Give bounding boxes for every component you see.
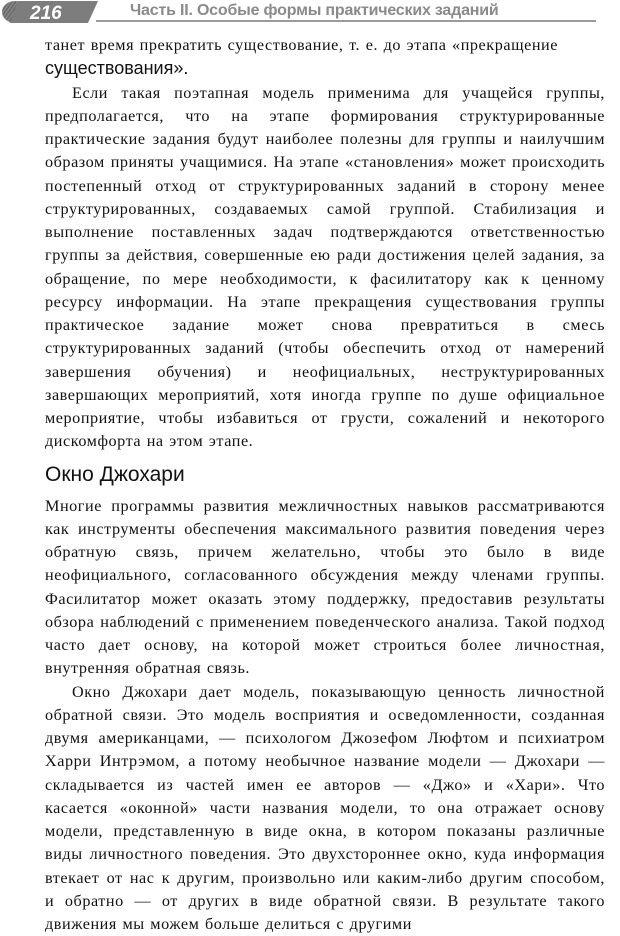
page-body [45,34,605,936]
page-header [0,0,620,24]
paragraph-johari: Окно Джохари дает модель, показывающую ценность личностной обратной связи. Это модель восприятия и осведомленности, созданная двумя американцами, — психологом Джозефом Люфтом и психиатром Харри Интрэмом, а потому необычное название модели — Джохари — складывается из частей имен ее авторов — «Джо» и «Хари». Что касается «оконной» части названия модели, то она отражает основу модели, представленную в виде окна, в котором показаны различные виды личностного поведения. Это двухстороннее окно, куда информация втекает от нас к другим, произвольно или каким-либо другим способом, и обратно — от других в виде обратной связи. В результате такого движения мы можем больше делиться с другими [45,681,605,936]
running-title: Часть II. Особые формы практических заданий [130,2,499,20]
page-number-badge [0,0,100,24]
page-number-badge-shape [0,0,100,24]
paragraph-continued-end: существования». [45,58,188,78]
paragraph-continued-text: танет время прекратить существование, т. е. до этапа «прекращение [45,36,558,54]
page-number: 216 [29,3,62,24]
header-rule [96,20,596,22]
section-heading: Окно Джохари [45,462,605,488]
paragraph-stages: Если такая поэтапная модель применима для учащейся группы, предполагается, что на этапе формирования структурированные практические задания будут наиболее полезны для группы и наилучшим образом приняты учащимися. На этапе «становления» может происходить постепенный отход от структурированных заданий в сторону менее структурированных, создаваемых самой группой. Стабилизация и выполнение поставленных задач подтверждаются ответственностью группы за действия, совершенные ею ради достижения целей задания, за обращение, по мере необходимости, к фасилитатору как к ценному ресурсу информации. На этапе прекращения существования группы практическое задание может снова превратиться в смесь структурированных заданий (чтобы обеспечить отход от намерений завершения обучения) и неофициальных, неструктурированных завершающих мероприятий, хотя иногда группе по душе официальное мероприятие, чтобы избавиться от грусти, сожалений и некоторого дискомфорта на этом этапе. [45,82,605,454]
paragraph-continued [45,34,605,82]
paragraph-feedback: Многие программы развития межличностных навыков рассматриваются как инструменты обеспечения максимального развития поведения через обратную связь, причем желательно, чтобы это было в виде неофициального, согласованного обсуждения между членами группы. Фасилитатор может оказать этому поддержку, предоставив результаты обзора наблюдений с применением поведенческого анализа. Такой подход часто дает основу, на которой может строиться более личностная, внутренняя обратная связь. [45,495,605,681]
